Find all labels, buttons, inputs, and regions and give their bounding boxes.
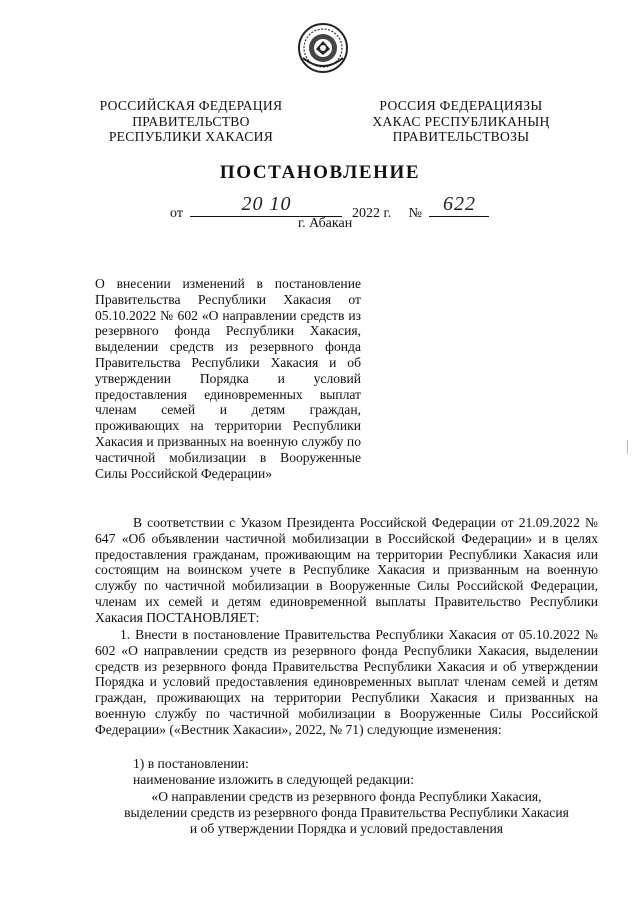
handwritten-date: 20 10 — [241, 193, 292, 215]
quoted-title — [95, 789, 598, 836]
header-right-line: РОССИЯ ФЕДЕРАЦИЯЗЫ — [379, 98, 543, 113]
paragraph-instruction: наименование изложить в следующей редакции: — [133, 772, 414, 787]
quoted-title-line: «О направлении средств из резервного фонда Республики Хакасия, — [151, 789, 542, 804]
quoted-title-line: выделении средств из резервного фонда Правительства Республики Хакасия — [124, 804, 569, 820]
date-field — [190, 193, 342, 217]
quoted-title-line: и об утверждении Порядка и условий предоставления — [189, 820, 504, 836]
scan-mark — [627, 440, 628, 454]
header-right-line: ХАКАС РЕСПУБЛИКАНЫҢ — [372, 113, 550, 129]
year-label: 2022 г. — [351, 206, 392, 221]
number-field — [429, 193, 489, 217]
paragraph-item-1: 1. Внести в постановление Правительства Республики Хакасия от 05.10.2022 № 602 «О направлении средств из резервного фонда Республики Хакасия, выделении средств из резервного фонда Правительства Республики Хакасия и об утверждении Порядка и условий предоставления единовременных выплат членам семей и детям граждан, проживающих на территории Республики Хакасия и призванных на военную службу по частичной мобилизации в Вооруженные Силы Российской Федерации» («Вестник Хакасии», 2022, № 71) следующие изменения: — [95, 627, 598, 737]
header-left — [86, 98, 296, 145]
coat-of-arms-emblem — [297, 22, 349, 74]
header-left-line: ПРАВИТЕЛЬСТВО — [132, 113, 250, 129]
city: г. Абакан — [298, 216, 353, 231]
paragraph-subitem-1: 1) в постановлении: — [133, 756, 249, 771]
header-right-line: ПРАВИТЕЛЬСТВОЗЫ — [392, 129, 530, 144]
date-prefix: от — [170, 206, 183, 221]
handwritten-number: 622 — [442, 193, 476, 215]
paragraph-preamble: В соответствии с Указом Президента Российской Федерации от 21.09.2022 № 647 «Об объявлении частичной мобилизации в Российской Федерации» и в целях предоставления гражданам, проживающим на территории Республики Хакасия или состоящим на воинском учете в Республике Хакасия и призванным на военную службу по частичной мобилизации в Вооруженные Силы Российской Федерации, членам их семей и детям единовременной выплаты Правительство Республики Хакасия ПОСТАНОВЛЯЕТ: — [95, 515, 598, 625]
header-left-line: РЕСПУБЛИКИ ХАКАСИЯ — [108, 129, 274, 144]
header-right — [356, 98, 566, 145]
header-left-line: РОССИЙСКАЯ ФЕДЕРАЦИЯ — [99, 98, 283, 113]
subject-block: О внесении изменений в постановление Правительства Республики Хакасия от 05.10.2022 № 602 «О направлении средств из резервного фонда Республики Хакасия, выделении средств из резервного фонда Правительства Республики Хакасия и об утверждении Порядка и условий предоставления единовременных выплат членам семей и детям граждан, проживающих на территории Республики Хакасия и призванных на военную службу по частичной мобилизации в Вооруженные Силы Российской Федерации» — [95, 276, 361, 481]
document-title: ПОСТАНОВЛЕНИЕ — [219, 162, 421, 183]
number-sign: № — [408, 206, 422, 221]
